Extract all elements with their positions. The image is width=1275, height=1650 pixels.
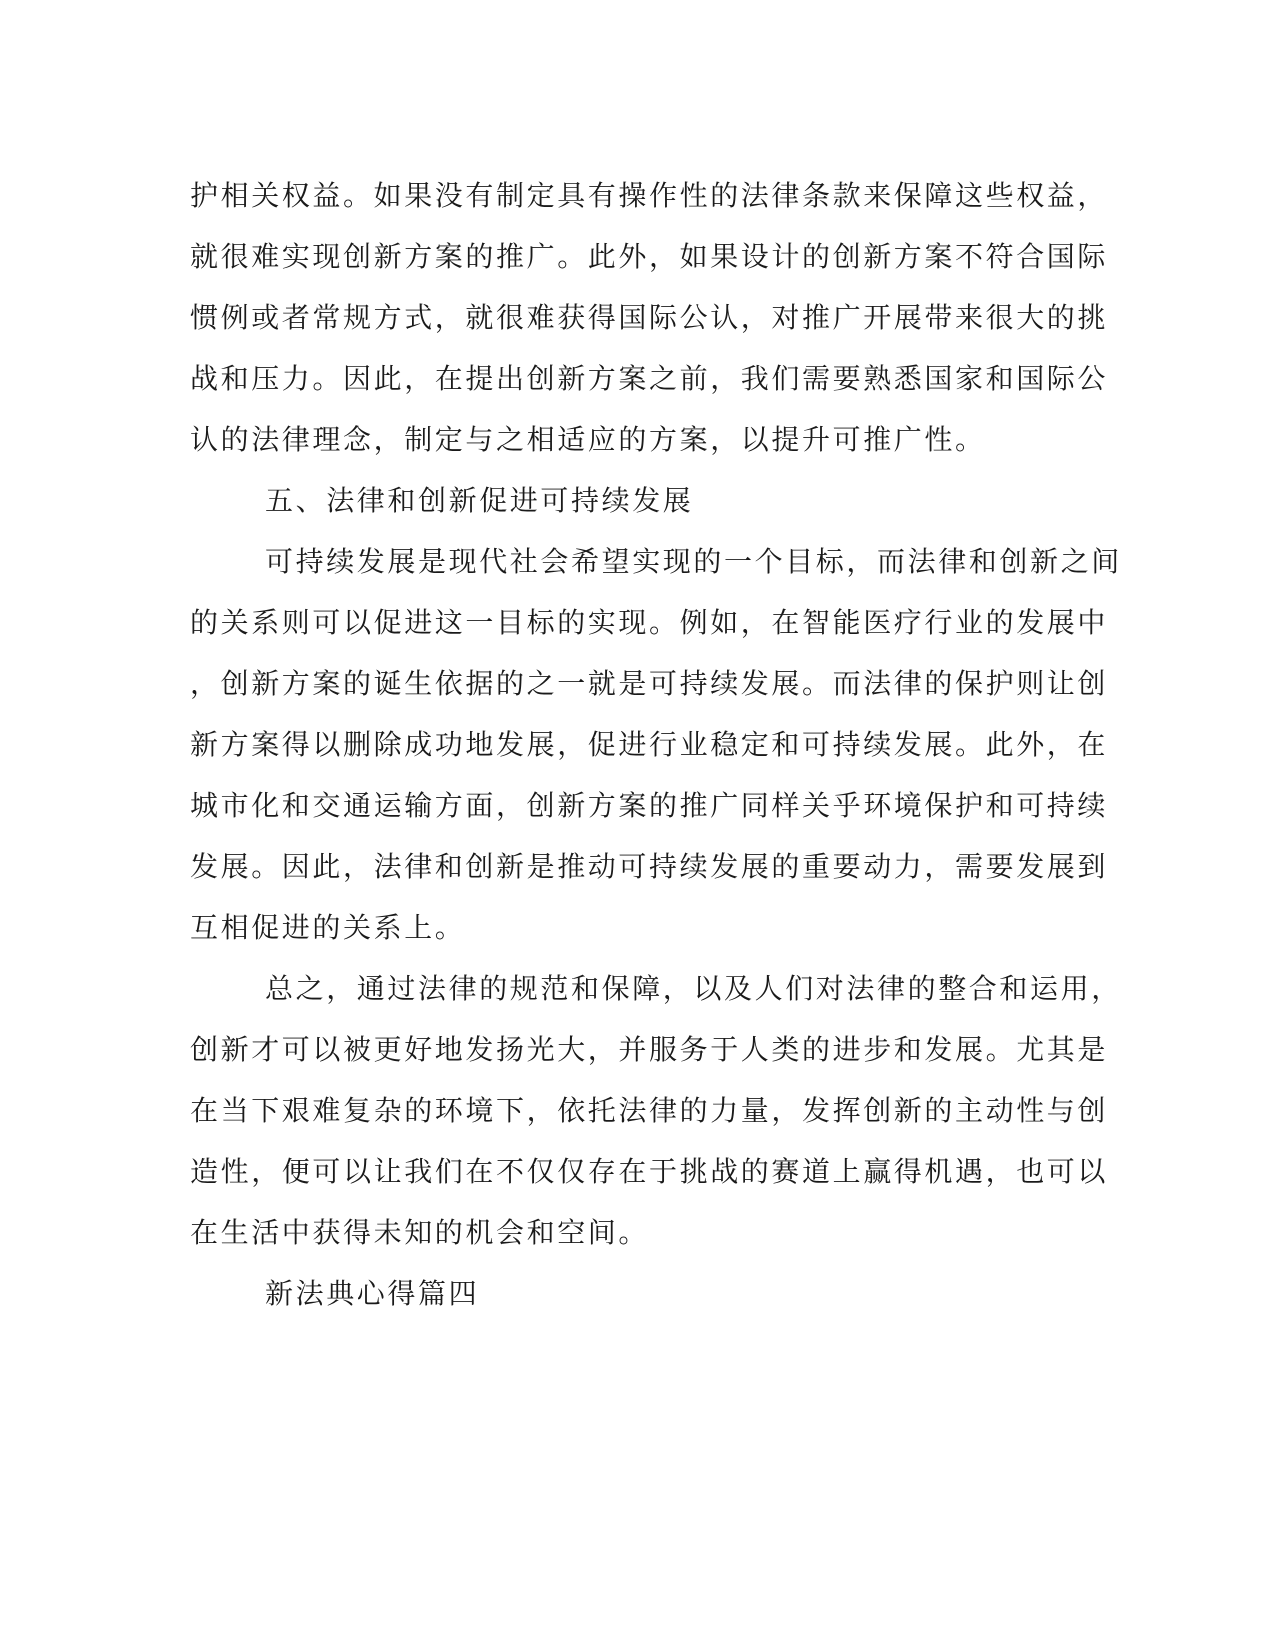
- paragraph-continued: [190, 165, 1109, 470]
- text-line: 在当下艰难复杂的环境下，依托法律的力量，发挥创新的主动性与创: [190, 1094, 1109, 1127]
- text-line: 认的法律理念，制定与之相适应的方案，以提升可推广性。: [190, 423, 986, 456]
- text-line: 护相关权益。如果没有制定具有操作性的法律条款来保障这些权益，: [190, 179, 1109, 212]
- text-line: 惯例或者常规方式，就很难获得国际公认，对推广开展带来很大的挑: [190, 301, 1109, 334]
- text-line: 的关系则可以促进这一目标的实现。例如，在智能医疗行业的发展中: [190, 606, 1109, 639]
- text-line: 造性，便可以让我们在不仅仅存在于挑战的赛道上赢得机遇，也可以: [190, 1155, 1109, 1188]
- text-line: 互相促进的关系上。: [190, 911, 466, 944]
- paragraph-conclusion: [190, 958, 1122, 1263]
- text-line: 城市化和交通运输方面，创新方案的推广同样关乎环境保护和可持续: [190, 789, 1109, 822]
- text-line: ，创新方案的诞生依据的之一就是可持续发展。而法律的保护则让创: [190, 667, 1109, 700]
- text-line: 在生活中获得未知的机会和空间。: [190, 1216, 650, 1249]
- text-line: 总之，通过法律的规范和保障，以及人们对法律的整合和运用，: [265, 972, 1122, 1005]
- text-line: 创新才可以被更好地发扬光大，并服务于人类的进步和发展。尤其是: [190, 1033, 1109, 1066]
- text-line: 可持续发展是现代社会希望实现的一个目标，而法律和创新之间: [265, 545, 1122, 578]
- section-heading: [190, 470, 1090, 531]
- text-line: 就很难实现创新方案的推广。此外，如果设计的创新方案不符合国际: [190, 240, 1109, 273]
- section-heading-text: 五、法律和创新促进可持续发展: [265, 484, 694, 517]
- text-line: 发展。因此，法律和创新是推动可持续发展的重要动力，需要发展到: [190, 850, 1109, 883]
- text-line: 战和压力。因此，在提出创新方案之前，我们需要熟悉国家和国际公: [190, 362, 1109, 395]
- text-line: 新方案得以删除成功地发展，促进行业稳定和可持续发展。此外，在: [190, 728, 1109, 761]
- chapter-heading: [190, 1263, 1090, 1324]
- paragraph-sustainable-development: [190, 531, 1122, 958]
- chapter-heading-text: 新法典心得篇四: [265, 1277, 480, 1310]
- document-body: [190, 165, 1122, 1324]
